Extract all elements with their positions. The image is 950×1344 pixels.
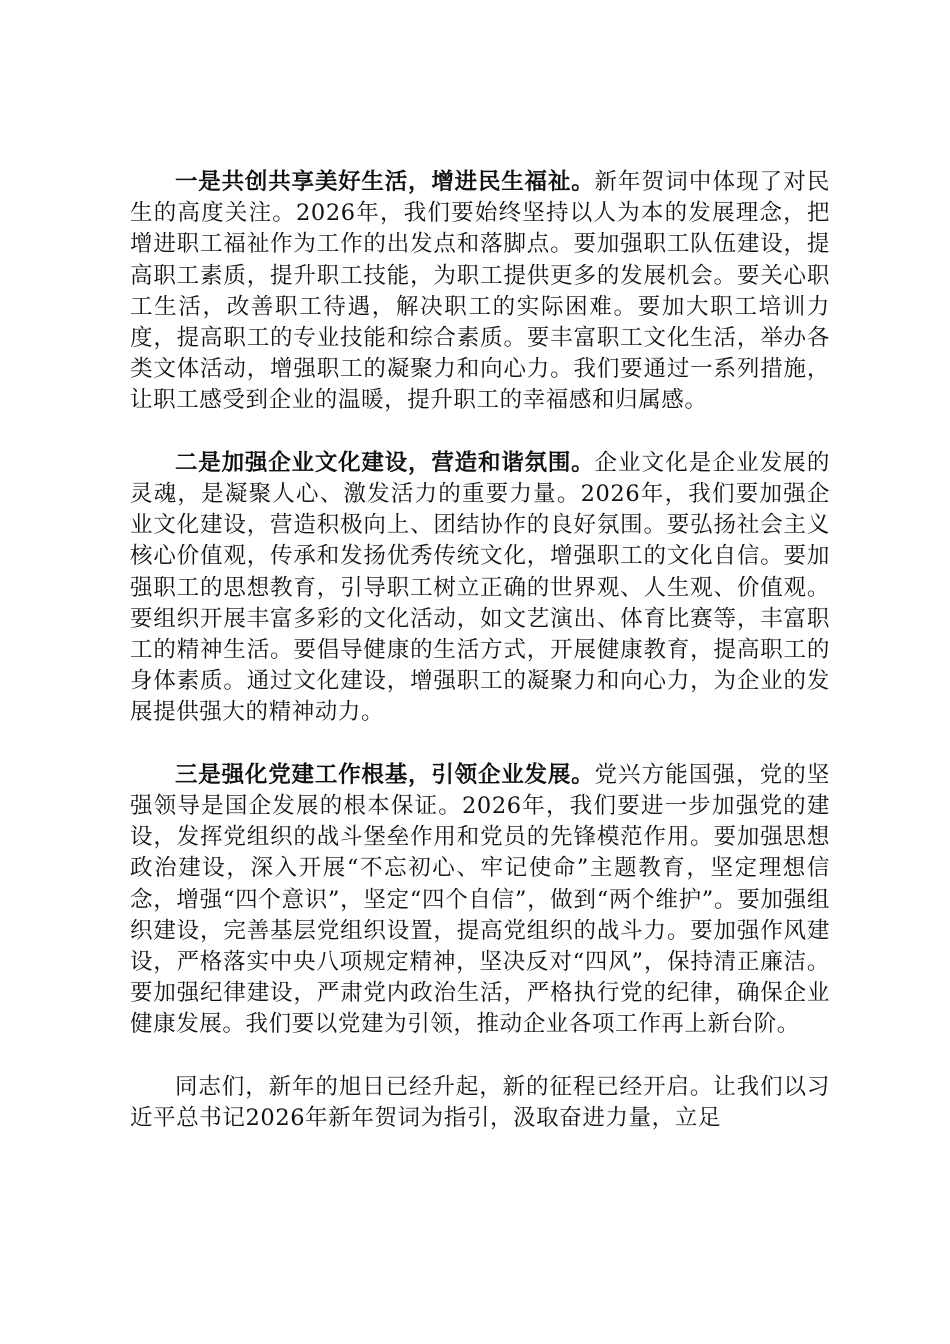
paragraph-heading: 三是强化党建工作根基，引领企业发展。 [175,761,595,788]
paragraph-culture [130,448,830,729]
paragraph-party-building [130,760,830,1041]
paragraph-heading: 一是共创共享美好生活，增进民生福祉。 [175,169,595,195]
paragraph-heading: 二是加强企业文化建设，营造和谐氛围。 [175,449,595,476]
paragraph-text: 新年贺词中体现了对民生的高度关注。2026年，我们要始终坚持以人为本的发展理念，把增进职工福祉作为工作的出发点和落脚点。要加强职工队伍建设，提高职工素质，提升职工技能，为职工提供更多的发展机会。要关心职工生活，改善职工待遇，解决职工的实际困难。要加大职工培训力度，提高职工的专业技能和综合素质。要丰富职工文化生活，举办各类文体活动，增强职工的凝聚力和向心力。我们要通过一系列措施，让职工感受到企业的温暖，提升职工的幸福感和归属感。 [130,169,830,414]
paragraph-text: 企业文化是企业发展的灵魂，是凝聚人心、激发活力的重要力量。2026年，我们要加强企业文化建设，营造积极向上、团结协作的良好氛围。要弘扬社会主义核心价值观，传承和发扬优秀传统文化，增强职工的文化自信。要加强职工的思想教育，引导职工树立正确的世界观、人生观、价值观。要组织开展丰富多彩的文化活动，如文艺演出、体育比赛等，丰富职工的精神生活。要倡导健康的生活方式，开展健康教育，提高职工的身体素质。通过文化建设，增强职工的凝聚力和向心力，为企业的发展提供强大的精神动力。 [130,449,830,726]
paragraph-text: 党兴方能国强，党的坚强领导是国企发展的根本保证。2026年，我们要进一步加强党的建设，发挥党组织的战斗堡垒作用和党员的先锋模范作用。要加强思想政治建设，深入开展“不忘初心、牢记使命”主题教育，坚定理想信念，增强“四个意识”，坚定“四个自信”，做到“两个维护”。要加强组织建设，完善基层党组织设置，提高党组织的战斗力。要加强作风建设，严格落实中央八项规定精神，坚决反对“四风”，保持清正廉洁。要加强纪律建设，严肃党内政治生活，严格执行党的纪律，确保企业健康发展。我们要以党建为引领，推动企业各项工作再上新台阶。 [130,761,830,1038]
paragraph-text: 同志们，新年的旭日已经升起，新的征程已经开启。让我们以习近平总书记2026年新年贺词为指引，汲取奋进力量，立足 [130,1073,830,1132]
paragraph-livelihood [130,167,830,417]
document-body [130,167,830,1134]
paragraph-closing [130,1072,830,1134]
